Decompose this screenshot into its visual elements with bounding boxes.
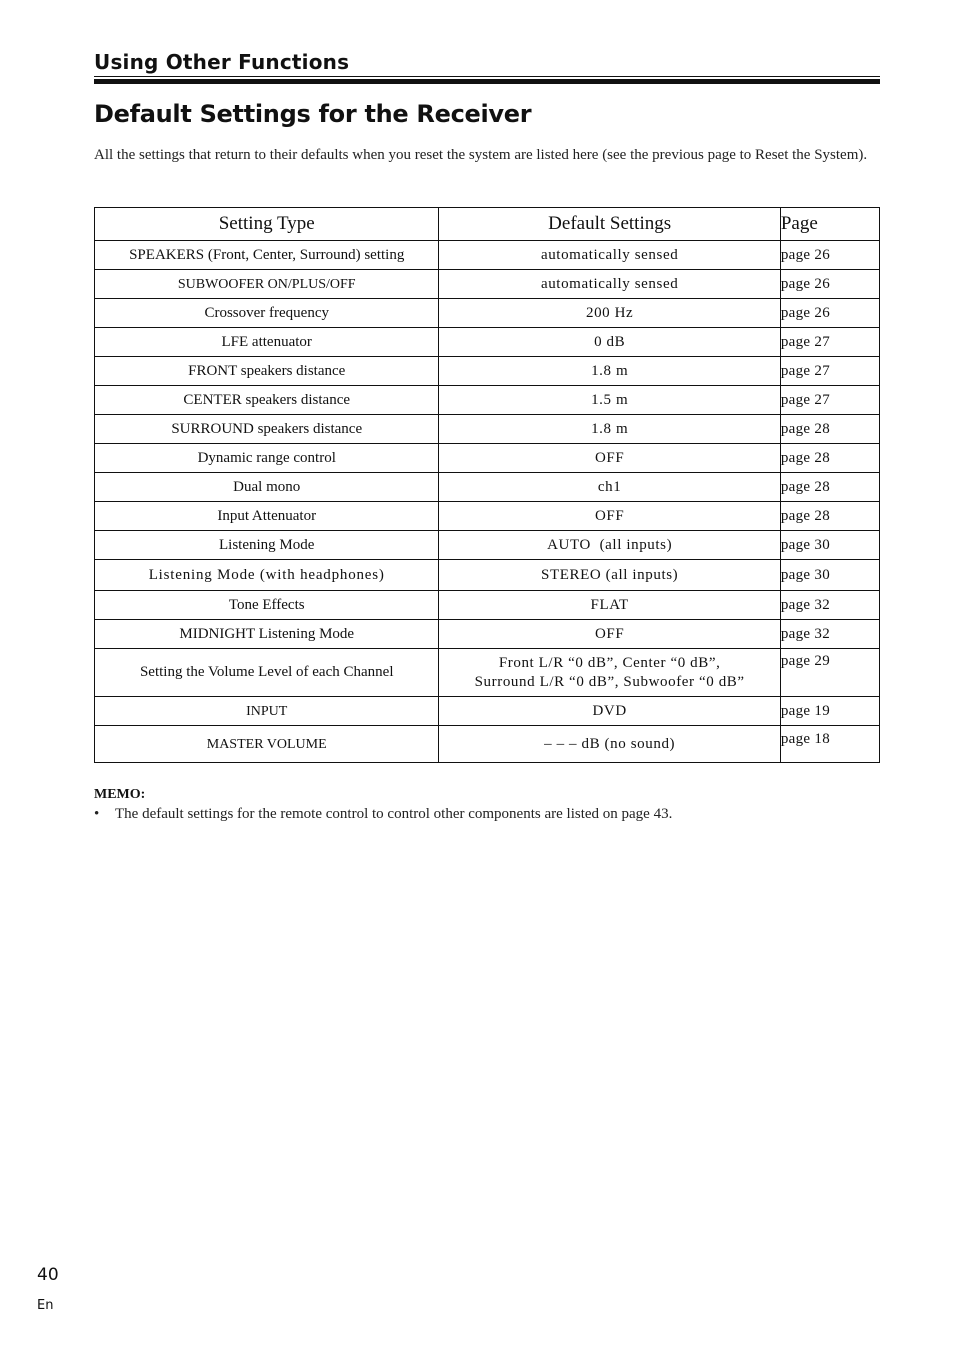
default-value-cell: OFF bbox=[439, 620, 780, 649]
table-row bbox=[95, 386, 880, 415]
default-value-cell: DVD bbox=[439, 697, 780, 726]
header-rule-thin bbox=[94, 76, 880, 77]
default-value-cell: OFF bbox=[439, 444, 780, 473]
page-ref-cell: page 26 bbox=[780, 270, 879, 299]
table-row bbox=[95, 415, 880, 444]
default-value-line-1: Front L/R “0 dB”, Center “0 dB”, bbox=[498, 654, 721, 671]
default-value-cell: automatically sensed bbox=[439, 241, 780, 270]
page-ref-cell: page 26 bbox=[780, 299, 879, 328]
table-row bbox=[95, 591, 880, 620]
header-page: Page bbox=[780, 208, 879, 241]
table-row bbox=[95, 444, 880, 473]
page-ref-cell: page 30 bbox=[780, 531, 879, 560]
default-value-cell: 1.8 m bbox=[439, 357, 780, 386]
setting-type-cell: Dual mono bbox=[95, 473, 439, 502]
header-default-settings: Default Settings bbox=[439, 208, 780, 241]
setting-type-cell: MASTER VOLUME bbox=[95, 726, 439, 763]
setting-type-cell: Tone Effects bbox=[95, 591, 439, 620]
table-header-row bbox=[95, 208, 880, 241]
setting-type-cell: Dynamic range control bbox=[95, 444, 439, 473]
table-row bbox=[95, 502, 880, 531]
table-row bbox=[95, 473, 880, 502]
table-row bbox=[95, 560, 880, 591]
section-header: Using Other Functions bbox=[94, 50, 350, 74]
page-ref-cell: page 30 bbox=[780, 560, 879, 591]
page-ref-cell: page 28 bbox=[780, 473, 879, 502]
setting-type-cell: Listening Mode (with headphones) bbox=[95, 560, 439, 591]
table-row bbox=[95, 649, 880, 697]
setting-type-cell: Listening Mode bbox=[95, 531, 439, 560]
default-value-cell: ch1 bbox=[439, 473, 780, 502]
page-ref-cell: page 26 bbox=[780, 241, 879, 270]
language-label: En bbox=[37, 1298, 54, 1313]
memo-item bbox=[94, 806, 880, 823]
setting-type-cell: SURROUND speakers distance bbox=[95, 415, 439, 444]
default-value-cell: OFF bbox=[439, 502, 780, 531]
default-value-cell: AUTO (all inputs) bbox=[439, 531, 780, 560]
default-value-cell: 1.8 m bbox=[439, 415, 780, 444]
default-value-cell: automatically sensed bbox=[439, 270, 780, 299]
bullet-icon: • bbox=[94, 806, 100, 822]
table-row bbox=[95, 697, 880, 726]
page-number: 40 bbox=[37, 1265, 59, 1285]
page-ref-cell: page 29 bbox=[780, 649, 879, 697]
default-value-cell: STEREO (all inputs) bbox=[439, 560, 780, 591]
table-row bbox=[95, 726, 880, 763]
page-ref-cell: page 27 bbox=[780, 386, 879, 415]
page-ref-cell: page 28 bbox=[780, 415, 879, 444]
page-ref-cell: page 27 bbox=[780, 357, 879, 386]
header-setting-type: Setting Type bbox=[95, 208, 439, 241]
setting-type-cell: LFE attenuator bbox=[95, 328, 439, 357]
intro-paragraph: All the settings that return to their defaults when you reset the system are listed here (see the previous page to Reset the System). bbox=[94, 147, 868, 163]
table-row bbox=[95, 357, 880, 386]
default-value-line-2: Surround L/R “0 dB”, Subwoofer “0 dB” bbox=[474, 673, 745, 690]
default-value-cell: – – – dB (no sound) bbox=[439, 726, 780, 763]
default-value-cell: 200 Hz bbox=[439, 299, 780, 328]
page-title: Default Settings for the Receiver bbox=[94, 100, 532, 128]
setting-type-cell: FRONT speakers distance bbox=[95, 357, 439, 386]
table-row bbox=[95, 328, 880, 357]
setting-type-cell: Crossover frequency bbox=[95, 299, 439, 328]
table-row bbox=[95, 531, 880, 560]
default-value-cell: 1.5 m bbox=[439, 386, 780, 415]
page-ref-cell: page 18 bbox=[780, 726, 879, 763]
setting-type-cell: INPUT bbox=[95, 697, 439, 726]
header-rule-thick bbox=[94, 79, 880, 84]
setting-type-cell: Setting the Volume Level of each Channel bbox=[95, 649, 439, 697]
default-value-cell: 0 dB bbox=[439, 328, 780, 357]
default-value-cell: FLAT bbox=[439, 591, 780, 620]
page-ref-cell: page 32 bbox=[780, 591, 879, 620]
page-ref-cell: page 19 bbox=[780, 697, 879, 726]
setting-type-cell: SPEAKERS (Front, Center, Surround) setting bbox=[95, 241, 439, 270]
table-row bbox=[95, 299, 880, 328]
page-ref-cell: page 27 bbox=[780, 328, 879, 357]
setting-type-cell: MIDNIGHT Listening Mode bbox=[95, 620, 439, 649]
page-ref-cell: page 28 bbox=[780, 502, 879, 531]
default-value-cell bbox=[439, 649, 780, 697]
page-ref-cell: page 28 bbox=[780, 444, 879, 473]
setting-type-cell: Input Attenuator bbox=[95, 502, 439, 531]
table-row bbox=[95, 270, 880, 299]
default-settings-table bbox=[94, 207, 880, 763]
setting-type-cell: CENTER speakers distance bbox=[95, 386, 439, 415]
page-ref-cell: page 32 bbox=[780, 620, 879, 649]
table-row bbox=[95, 620, 880, 649]
memo-title: MEMO: bbox=[94, 787, 146, 802]
setting-type-cell: SUBWOOFER ON/PLUS/OFF bbox=[95, 270, 439, 299]
memo-text: The default settings for the remote control to control other components are listed on page 43. bbox=[115, 806, 673, 822]
table-row bbox=[95, 241, 880, 270]
